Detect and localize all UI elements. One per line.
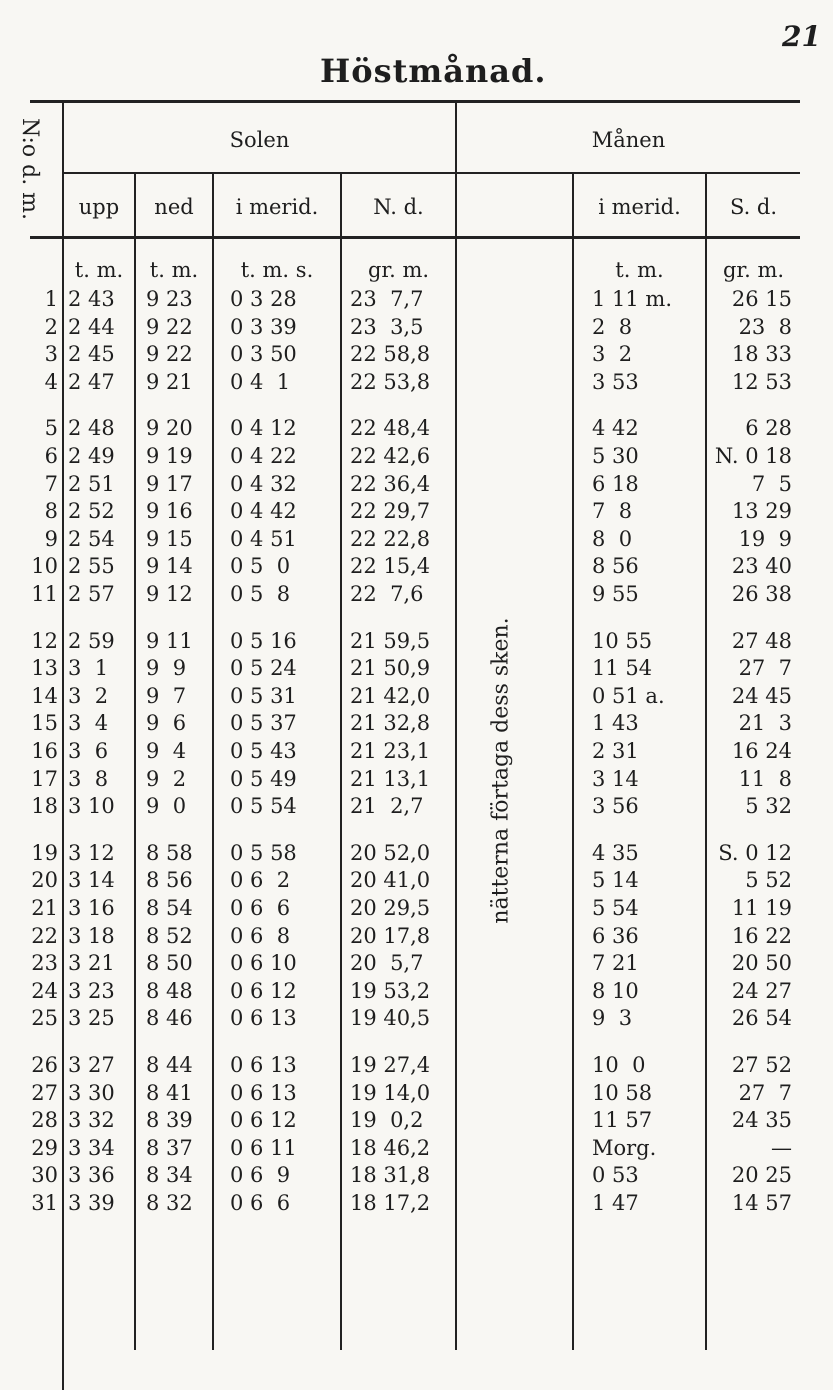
moon-meridian-cell: 8 10 (592, 978, 639, 1003)
moon-meridian-cell: 7 21 (592, 951, 639, 976)
moon-meridian-cell: 5 30 (592, 444, 639, 468)
col-header-moon-merid: i merid. (598, 195, 681, 219)
sun-declination-cell: 21 59,5 (350, 628, 431, 653)
sunrise-cell: 3 12 (68, 840, 115, 865)
sun-meridian-cell: 0 6 8 (230, 923, 291, 948)
sun-declination-cell: 19 14,0 (350, 1080, 431, 1105)
sun-meridian-cell: 0 6 12 (230, 1108, 297, 1133)
sunset-cell: 9 4 (146, 739, 187, 763)
day-cell: 12 (31, 628, 58, 653)
sub-header-rule (62, 172, 800, 174)
sunrise-cell: 2 43 (68, 287, 115, 311)
moon-declination-cell: 26 15 (731, 287, 792, 311)
sun-meridian-cell: 0 5 54 (230, 794, 297, 819)
sun-meridian-cell: 0 4 51 (230, 526, 297, 551)
page-number: 21 (782, 20, 821, 53)
sun-meridian-cell: 0 3 28 (230, 287, 297, 311)
sun-meridian-cell: 0 6 2 (230, 868, 291, 893)
sunrise-cell: 3 4 (68, 711, 109, 736)
sun-meridian-cell: 0 6 11 (230, 1135, 297, 1160)
sun-meridian-cell: 0 6 13 (230, 1053, 297, 1077)
sunset-cell: 9 9 (146, 656, 187, 681)
moon-meridian-cell: 3 56 (592, 794, 639, 819)
divider-day (62, 100, 64, 1390)
sunrise-cell: 3 27 (68, 1053, 115, 1077)
divider-upp (134, 174, 136, 1350)
day-cell: 25 (31, 1006, 58, 1031)
moon-meridian-cell: 10 55 (592, 628, 653, 653)
moon-meridian-cell: 9 55 (592, 582, 639, 606)
day-cell: 10 (31, 554, 58, 579)
moon-declination-cell: 12 53 (731, 369, 792, 394)
moon-declination-cell: 11 8 (738, 766, 792, 791)
day-cell: 5 (44, 416, 58, 441)
day-cell: 3 (44, 342, 58, 367)
moon-meridian-cell: 1 11 m. (592, 287, 673, 311)
divider-merid (340, 174, 342, 1350)
sun-declination-cell: 20 29,5 (350, 896, 431, 920)
sunset-cell: 8 44 (146, 1053, 193, 1077)
sunset-cell: 8 41 (146, 1080, 193, 1105)
sun-declination-cell: 18 17,2 (350, 1191, 431, 1215)
sun-declination-cell: 21 23,1 (350, 739, 431, 763)
sunrise-cell: 2 49 (68, 444, 115, 468)
moon-declination-cell: 6 28 (745, 416, 792, 441)
day-cell: 8 (44, 499, 58, 524)
unit-sun-merid: t. m. s. (240, 258, 314, 282)
moon-declination-cell: 13 29 (731, 499, 792, 524)
sunset-cell: 9 2 (146, 766, 187, 791)
day-cell: 19 (31, 840, 58, 865)
sunrise-cell: 2 48 (68, 416, 115, 441)
moon-declination-cell: 7 5 (751, 471, 792, 496)
moon-declination-cell: 20 25 (731, 1163, 792, 1188)
sunset-cell: 9 22 (146, 314, 193, 339)
sunset-cell: 8 37 (146, 1135, 193, 1160)
sun-declination-cell: 23 7,7 (350, 287, 424, 311)
sun-meridian-cell: 0 4 32 (230, 471, 297, 496)
sun-meridian-cell: 0 6 6 (230, 1191, 291, 1215)
page-title: Höstmånad. (320, 52, 547, 90)
sunrise-cell: 3 14 (68, 868, 115, 893)
sunrise-cell: 3 16 (68, 896, 115, 920)
day-cell: 26 (31, 1053, 58, 1077)
sun-meridian-cell: 0 5 37 (230, 711, 297, 736)
day-cell: 14 (31, 683, 58, 708)
sunrise-cell: 2 54 (68, 526, 115, 551)
divider-note (572, 174, 574, 1350)
moon-declination-cell: 19 9 (738, 526, 792, 551)
sunset-cell: 8 52 (146, 923, 193, 948)
sun-declination-cell: 22 42,6 (350, 444, 431, 468)
sunset-cell: 8 54 (146, 896, 193, 920)
day-number-header (2, 118, 62, 228)
sun-declination-cell: 19 53,2 (350, 978, 431, 1003)
day-cell: 31 (31, 1191, 58, 1215)
moon-declination-cell: 20 50 (731, 951, 792, 976)
moon-declination-cell: 18 33 (731, 342, 792, 367)
sunrise-cell: 3 34 (68, 1135, 115, 1160)
sun-meridian-cell: 0 6 13 (230, 1080, 297, 1105)
moon-declination-cell: 24 27 (731, 978, 792, 1003)
moon-declination-cell: 27 7 (738, 1080, 792, 1105)
moon-meridian-cell: 10 58 (592, 1080, 653, 1105)
day-cell: 7 (44, 471, 58, 496)
sun-declination-cell: 19 27,4 (350, 1053, 431, 1077)
sun-meridian-cell: 0 3 50 (230, 342, 297, 367)
day-cell: 15 (31, 711, 58, 736)
moon-declination-cell: 26 38 (731, 582, 792, 606)
moon-declination-cell: 14 57 (731, 1191, 792, 1215)
sun-declination-cell: 21 13,1 (350, 766, 431, 791)
sunset-cell: 8 34 (146, 1163, 193, 1188)
day-cell: 30 (31, 1163, 58, 1188)
sun-meridian-cell: 0 6 6 (230, 896, 291, 920)
moon-meridian-cell: 6 36 (592, 923, 639, 948)
sun-declination-cell: 22 29,7 (350, 499, 431, 524)
moon-meridian-cell: 5 54 (592, 896, 639, 920)
moon-declination-cell: 27 7 (738, 656, 792, 681)
day-cell: 1 (44, 287, 58, 311)
sun-header: Solen (229, 128, 290, 152)
moon-meridian-cell: 2 8 (592, 314, 633, 339)
sunset-cell: 9 19 (146, 444, 193, 468)
sun-meridian-cell: 0 5 43 (230, 739, 297, 763)
moon-declination-cell: 27 48 (731, 628, 792, 653)
sunrise-cell: 2 47 (68, 369, 115, 394)
sunrise-cell: 3 30 (68, 1080, 115, 1105)
moon-meridian-cell: 4 42 (592, 416, 639, 441)
day-cell: 29 (31, 1135, 58, 1160)
day-cell: 28 (31, 1108, 58, 1133)
moon-declination-cell: 26 54 (731, 1006, 792, 1031)
divider-sun-moon (455, 100, 457, 1350)
header-bottom-rule (30, 236, 800, 239)
sunset-cell: 9 7 (146, 683, 187, 708)
sun-meridian-cell: 0 4 42 (230, 499, 297, 524)
col-header-south-decl: S. d. (729, 195, 778, 219)
sunset-cell: 9 23 (146, 287, 193, 311)
sunset-cell: 9 11 (146, 628, 193, 653)
sunrise-cell: 3 23 (68, 978, 115, 1003)
sunset-cell: 9 20 (146, 416, 193, 441)
moon-meridian-cell: 3 14 (592, 766, 639, 791)
sunset-cell: 9 14 (146, 554, 193, 579)
day-cell: 2 (44, 314, 58, 339)
sun-declination-cell: 22 36,4 (350, 471, 431, 496)
day-cell: 11 (31, 582, 58, 606)
sun-meridian-cell: 0 5 8 (230, 582, 291, 606)
sunrise-cell: 3 39 (68, 1191, 115, 1215)
moon-declination-cell: 5 32 (745, 794, 792, 819)
moon-meridian-cell: Morg. (592, 1135, 657, 1160)
moon-declination-cell: S. 0 12 (718, 840, 792, 865)
moon-meridian-cell: 0 51 a. (592, 683, 665, 708)
sunrise-cell: 2 55 (68, 554, 115, 579)
day-cell: 16 (31, 739, 58, 763)
sun-declination-cell: 22 7,6 (350, 582, 424, 606)
col-header-north-decl: N. d. (373, 195, 424, 219)
day-cell: 22 (31, 923, 58, 948)
sun-declination-cell: 21 32,8 (350, 711, 431, 736)
sunset-cell: 9 22 (146, 342, 193, 367)
sun-declination-cell: 22 53,8 (350, 369, 431, 394)
divider-ned (212, 174, 214, 1350)
sun-declination-cell: 20 52,0 (350, 840, 431, 865)
sunrise-cell: 3 10 (68, 794, 115, 819)
sun-meridian-cell: 0 6 12 (230, 978, 297, 1003)
moon-declination-cell: N. 0 18 (714, 444, 792, 468)
sunrise-cell: 2 44 (68, 314, 115, 339)
sunrise-cell: 2 57 (68, 582, 115, 606)
sunrise-cell: 3 2 (68, 683, 109, 708)
top-rule (30, 100, 800, 103)
day-cell: 17 (31, 766, 58, 791)
moon-meridian-cell: 11 57 (592, 1108, 653, 1133)
sun-meridian-cell: 0 5 16 (230, 628, 297, 653)
sun-declination-cell: 21 2,7 (350, 794, 424, 819)
sunset-cell: 9 0 (146, 794, 187, 819)
moon-declination-cell: 27 52 (731, 1053, 792, 1077)
sun-declination-cell: 18 46,2 (350, 1135, 431, 1160)
col-header-sun-merid: i merid. (235, 195, 319, 219)
day-cell: 18 (31, 794, 58, 819)
day-cell: 23 (31, 951, 58, 976)
moon-meridian-cell: 10 0 (592, 1053, 646, 1077)
day-cell: 24 (31, 978, 58, 1003)
moon-meridian-cell: 4 35 (592, 840, 639, 865)
sunset-cell: 9 21 (146, 369, 193, 394)
sunset-cell: 8 48 (146, 978, 193, 1003)
moon-declination-cell: 21 3 (738, 711, 792, 736)
sun-declination-cell: 19 40,5 (350, 1006, 431, 1031)
unit-ned: t. m. (149, 258, 199, 282)
sun-declination-cell: 22 22,8 (350, 526, 431, 551)
sun-declination-cell: 22 15,4 (350, 554, 431, 579)
sun-declination-cell: 20 17,8 (350, 923, 431, 948)
day-cell: 21 (31, 896, 58, 920)
sun-declination-cell: 21 42,0 (350, 683, 431, 708)
sunrise-cell: 3 1 (68, 656, 109, 681)
day-number-label: N:o d. m. (17, 118, 42, 221)
sun-meridian-cell: 0 5 58 (230, 840, 297, 865)
side-note: nätterna förtaga dess sken. (488, 616, 514, 924)
sun-meridian-cell: 0 4 12 (230, 416, 297, 441)
sunrise-cell: 3 36 (68, 1163, 115, 1188)
sunset-cell: 8 56 (146, 868, 193, 893)
unit-upp: t. m. (74, 258, 124, 282)
moon-declination-cell: 11 19 (731, 896, 792, 920)
sun-meridian-cell: 0 6 13 (230, 1006, 297, 1031)
sunrise-cell: 2 45 (68, 342, 115, 367)
sun-declination-cell: 22 48,4 (350, 416, 431, 441)
moon-declination-cell: 5 52 (745, 868, 792, 893)
sunrise-cell: 3 8 (68, 766, 109, 791)
unit-moon-merid: t. m. (615, 258, 664, 282)
moon-declination-cell: 23 8 (738, 314, 792, 339)
sunrise-cell: 3 32 (68, 1108, 115, 1133)
day-cell: 20 (31, 868, 58, 893)
day-cell: 9 (44, 526, 58, 551)
unit-south-decl: gr. m. (722, 258, 785, 282)
col-header-ned: ned (154, 195, 194, 219)
day-cell: 13 (31, 656, 58, 681)
sunrise-cell: 2 52 (68, 499, 115, 524)
moon-meridian-cell: 11 54 (592, 656, 653, 681)
sun-meridian-cell: 0 6 9 (230, 1163, 291, 1188)
sunset-cell: 8 58 (146, 840, 193, 865)
sunrise-cell: 3 6 (68, 739, 109, 763)
sunset-cell: 8 50 (146, 951, 193, 976)
moon-declination-cell: — (771, 1135, 792, 1160)
moon-header: Månen (591, 128, 666, 152)
sun-meridian-cell: 0 5 31 (230, 683, 297, 708)
day-cell: 27 (31, 1080, 58, 1105)
sun-meridian-cell: 0 5 49 (230, 766, 297, 791)
moon-meridian-cell: 7 8 (592, 499, 633, 524)
sunset-cell: 9 16 (146, 499, 193, 524)
moon-meridian-cell: 2 31 (592, 739, 639, 763)
moon-meridian-cell: 9 3 (592, 1006, 633, 1031)
moon-declination-cell: 23 40 (731, 554, 792, 579)
moon-declination-cell: 16 22 (731, 923, 792, 948)
moon-meridian-cell: 3 53 (592, 369, 639, 394)
sunset-cell: 9 17 (146, 471, 193, 496)
sun-declination-cell: 19 0,2 (350, 1108, 424, 1133)
moon-meridian-cell: 8 0 (592, 526, 633, 551)
sun-declination-cell: 21 50,9 (350, 656, 431, 681)
sunset-cell: 8 39 (146, 1108, 193, 1133)
moon-declination-cell: 24 45 (731, 683, 792, 708)
sun-meridian-cell: 0 4 1 (230, 369, 291, 394)
unit-north-decl: gr. m. (367, 258, 430, 282)
moon-meridian-cell: 1 43 (592, 711, 639, 736)
sun-meridian-cell: 0 6 10 (230, 951, 297, 976)
day-cell: 6 (44, 444, 58, 468)
sunrise-cell: 2 51 (68, 471, 115, 496)
moon-meridian-cell: 3 2 (592, 342, 633, 367)
sun-meridian-cell: 0 5 0 (230, 554, 291, 579)
moon-meridian-cell: 1 47 (592, 1191, 639, 1215)
moon-meridian-cell: 8 56 (592, 554, 639, 579)
sun-meridian-cell: 0 3 39 (230, 314, 297, 339)
sun-meridian-cell: 0 5 24 (230, 656, 297, 681)
sun-declination-cell: 20 41,0 (350, 868, 431, 893)
sunset-cell: 9 15 (146, 526, 193, 551)
moon-meridian-cell: 5 14 (592, 868, 639, 893)
sun-declination-cell: 20 5,7 (350, 951, 424, 976)
sunrise-cell: 3 21 (68, 951, 115, 976)
moon-declination-cell: 24 35 (731, 1108, 792, 1133)
sunrise-cell: 3 25 (68, 1006, 115, 1031)
sunset-cell: 8 32 (146, 1191, 193, 1215)
sun-declination-cell: 22 58,8 (350, 342, 431, 367)
moon-meridian-cell: 0 53 (592, 1163, 639, 1188)
sunrise-cell: 2 59 (68, 628, 115, 653)
sun-declination-cell: 18 31,8 (350, 1163, 431, 1188)
sun-meridian-cell: 0 4 22 (230, 444, 297, 468)
day-cell: 4 (44, 369, 58, 394)
moon-declination-cell: 16 24 (731, 739, 792, 763)
sun-declination-cell: 23 3,5 (350, 314, 424, 339)
moon-meridian-cell: 6 18 (592, 471, 639, 496)
sunset-cell: 8 46 (146, 1006, 193, 1031)
sunset-cell: 9 12 (146, 582, 193, 606)
sunrise-cell: 3 18 (68, 923, 115, 948)
sunset-cell: 9 6 (146, 711, 187, 736)
col-header-upp: upp (78, 195, 120, 219)
